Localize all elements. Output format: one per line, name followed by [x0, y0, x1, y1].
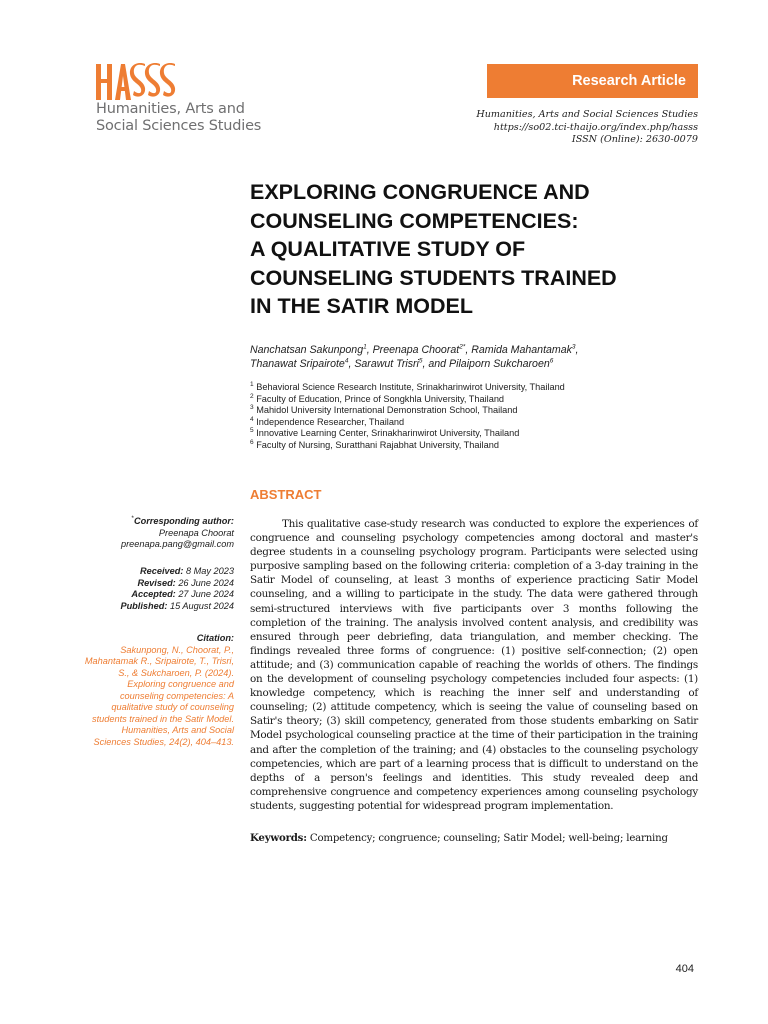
affiliation-text: Innovative Learning Center, Srinakharinwirot University, Thailand [256, 428, 520, 438]
affiliation-item [250, 428, 680, 440]
corresponding-author [84, 516, 234, 551]
author-sup: 6 [549, 356, 554, 364]
affiliation-text: Behavioral Science Research Institute, Srinakharinwirot University, Thailand [256, 382, 565, 392]
title-line: COUNSELING STUDENTS TRAINED [250, 265, 617, 290]
article-type-banner [487, 64, 698, 98]
keywords-text: Competency; congruence; counseling; Satir Model; well-being; learning [309, 833, 668, 844]
affiliation-num: 6 [250, 438, 254, 446]
citation-label: Citation: [196, 633, 234, 643]
author-sup: 1 [363, 343, 367, 351]
citation-text: Sakunpong, N., Choorat, P., Mahantamak R., Sripairote, T., Trisri, S., & Sukcharoen, P. (2024). Exploring congruence and counseling competencies: A qualitative study of counseling students trained in the Satir Model. Humanities, Arts and Social Sciences Studies, 24(2), 404–413. [84, 644, 234, 747]
published-date-row [84, 601, 234, 613]
published-label: Published: [120, 600, 168, 611]
accepted-date: 27 June 2024 [178, 589, 234, 599]
affiliation-num: 4 [250, 415, 254, 423]
logo-line-1: Humanities, Arts and [96, 101, 245, 117]
page-number: 404 [675, 963, 694, 975]
abstract-text: This qualitative case-study research was conducted to explore the experiences of congruence and counseling psychology competencies among doctoral and master's degree students in a counseling psychology program. Participants were selected using purposive sampling based on the following criteria: completion of a 3-day training in the Satir Model of counseling, at least 3 months of experience practicing Satir Model counseling, and a willing to participate in the study. The data were gathered through semi-structured interviews with five participants over 3 months following the completion of the training. The analysis involved content analysis, and credibility was ensured through peer debriefing, data triangulation, and member checking. The findings revealed three forms of congruence: (1) positive self-connection; (2) open attitude; and (3) communication capable of reaching the worlds of others. The findings on the development of counseling psychology competencies included four aspects: (1) knowledge competency, which is reaching the inner self and understanding of counseling; (2) attitude competency, which is seeing the value of counseling based on Satir's theory; (3) skill competency, generated from those students embarking on Satir Model psychological counseling practice at the time of their participation in the training and after the completion of the training; and (4) obstacles to the counseling psychology competencies, which are part of a learning process that is difficult to understand on the depths of a person's feelings and identities. This study revealed deep and comprehensive congruence and competency experiences among counseling psychology students, suggesting potential for widespread program implementation. [250, 518, 698, 812]
journal-issn: ISSN (Online): 2630-0079 [571, 134, 698, 145]
author-name: Ramida Mahantamak [471, 344, 572, 356]
author-name: Nanchatsan Sakunpong [250, 344, 364, 356]
revised-date-row [84, 578, 234, 590]
journal-url[interactable]: https://so02.tci-thaijo.org/index.php/hasss [493, 121, 698, 133]
title-line: COUNSELING COMPETENCIES: [250, 208, 579, 233]
article-type-label: Research Article [572, 73, 686, 89]
received-label: Received: [140, 566, 184, 576]
keywords-label: Keywords: [250, 832, 307, 844]
author-name: Sarawut Trisri [354, 357, 419, 370]
affiliation-item [250, 394, 680, 406]
affiliation-text: Faculty of Nursing, Suratthani Rajabhat University, Thailand [256, 439, 499, 450]
abstract-heading: ABSTRACT [250, 487, 322, 502]
hasss-logo-mark [96, 62, 178, 100]
accepted-label: Accepted: [131, 589, 176, 599]
title-line: A QUALITATIVE STUDY OF [250, 237, 526, 261]
affiliation-list [250, 382, 680, 451]
affiliation-text: Independence Researcher, Thailand [256, 416, 405, 427]
keywords [250, 832, 710, 844]
corresponding-label: Corresponding author: [133, 516, 234, 526]
revised-date: 26 June 2024 [178, 577, 234, 588]
affiliation-item [250, 382, 680, 394]
corresponding-name: Preenapa Choorat [158, 527, 234, 538]
title-line: IN THE SATIR MODEL [250, 294, 473, 318]
affiliation-item [250, 440, 680, 452]
received-date: 8 May 2023 [185, 566, 234, 576]
corresponding-sup: * [131, 514, 134, 522]
revised-label: Revised: [137, 577, 176, 588]
affiliation-text: Faculty of Education, Prince of Songkhla University, Thailand [256, 393, 505, 404]
author-name: Thanawat Sripairote [250, 357, 345, 370]
affiliation-num: 5 [250, 426, 254, 434]
journal-info [476, 109, 698, 147]
article-title [250, 178, 720, 321]
received-date-row [84, 566, 234, 578]
author-sup: 3 [571, 343, 576, 351]
author-sup: 4 [344, 356, 349, 364]
affiliation-item [250, 417, 680, 429]
affiliation-num: 2 [250, 392, 254, 400]
author-sup: 2* [459, 343, 466, 351]
published-date: 15 August 2024 [169, 600, 234, 611]
article-dates [84, 566, 234, 612]
author-name: Pilaiporn Sukcharoen [449, 357, 550, 370]
affiliation-num: 1 [250, 380, 254, 388]
author-name: Preenapa Choorat [372, 344, 460, 356]
corresponding-email[interactable]: preenapa.pang@gmail.com [120, 539, 234, 549]
affiliation-item [250, 405, 680, 417]
author-sup: 5 [418, 356, 423, 364]
affiliation-num: 3 [250, 403, 254, 411]
citation-block [84, 633, 234, 748]
title-line: EXPLORING CONGRUENCE AND [250, 180, 590, 204]
accepted-date-row [84, 589, 234, 601]
journal-logo [96, 62, 266, 135]
affiliation-text: Mahidol University International Demonstration School, Thailand [256, 405, 518, 415]
journal-name: Humanities, Arts and Social Sciences Studies [476, 109, 698, 120]
author-list: Nanchatsan Sakunpong$^1$, Preenapa Choorat$^{2*}$, Ramida Mahantamak$^3$, Thanawat Sripairote$^4$, Sarawut Trisri$^5$, and Pilaiporn Sukcharoen$^6$ [250, 343, 579, 370]
logo-line-2: Social Sciences Studies [96, 118, 262, 134]
